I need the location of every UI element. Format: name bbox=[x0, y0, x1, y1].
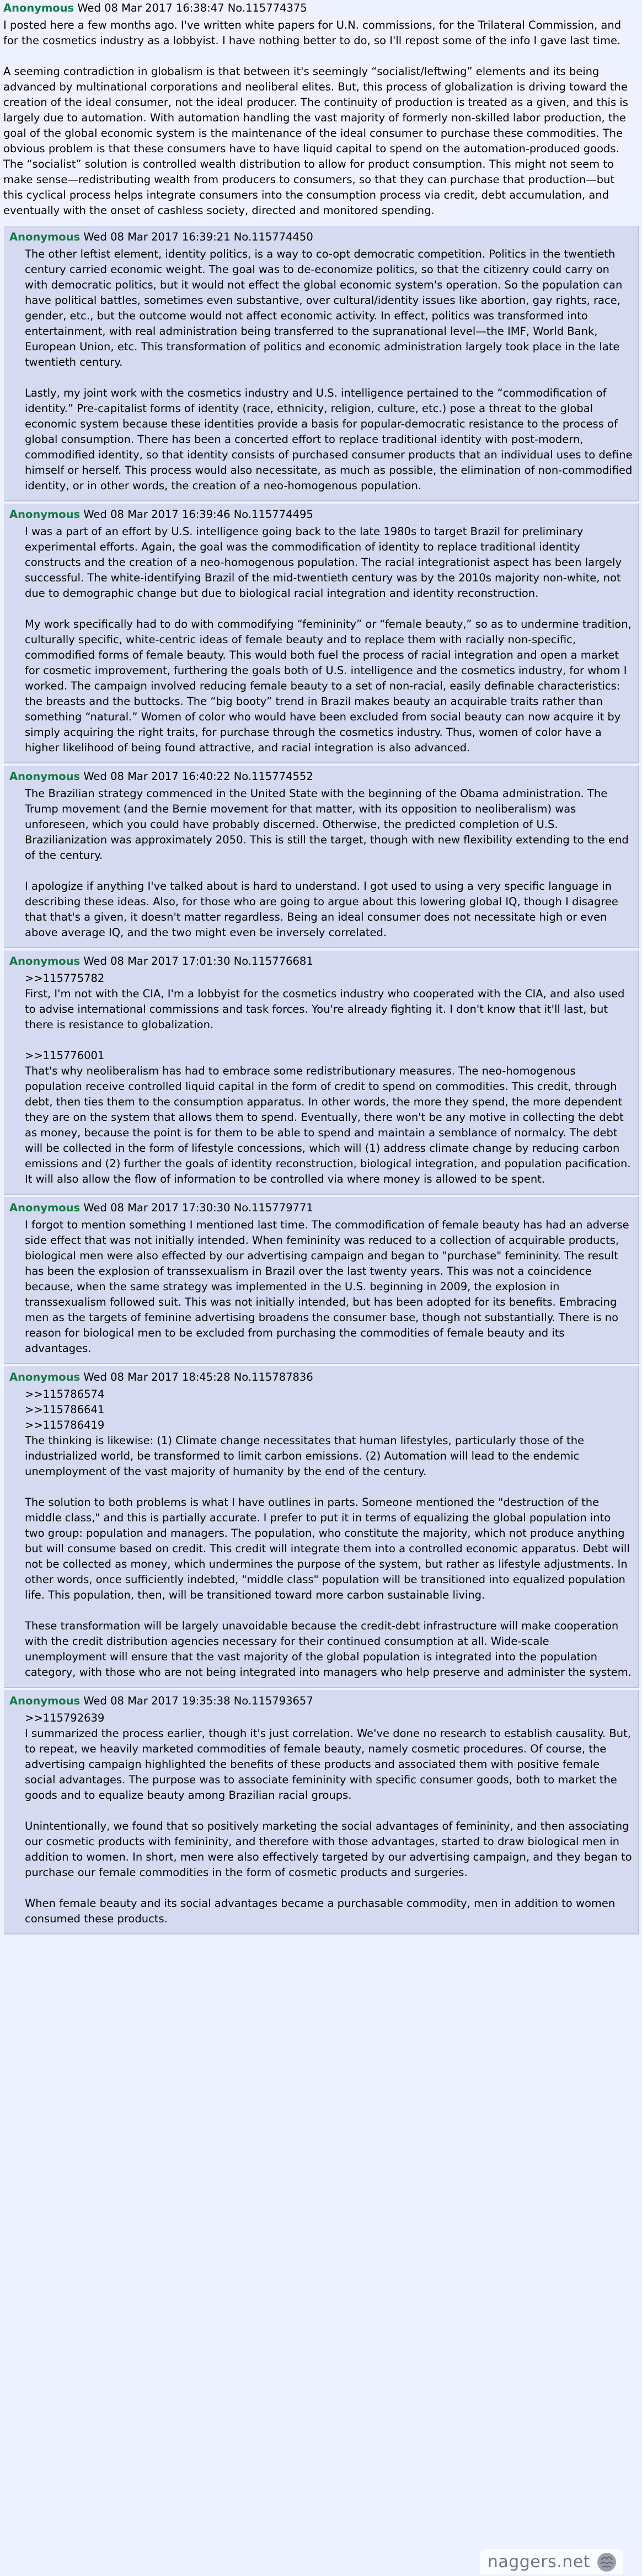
reply-post bbox=[4, 1366, 639, 1688]
replies-list bbox=[0, 226, 642, 1934]
post-paragraph: I summarized the process earlier, though it's just correlation. We've done no research to establish causality. But, to repeat, we heavily marketed commodities of female beauty, namely cosmetic procedures. Of course, the advertising campaign highlighted the benefits of these products and associated them with positive female social advantages. The purpose was to associate femininity with specific consumer goods, both to market the goods and to equalize beauty among Brazilian racial groups. bbox=[25, 1727, 631, 1802]
post-header bbox=[9, 768, 633, 785]
poster-name: Anonymous bbox=[9, 1695, 81, 1707]
post-paragraph: When female beauty and its social advantages became a purchasable commodity, men in addition to women consumed these products. bbox=[25, 1897, 616, 1925]
post-paragraph: I forgot to mention something I mentioned last time. The commodification of female beauty has had an adverse side effect that was not initially intended. When femininity was reduced to a collection of acquirable products, biological men were also effected by our advertising campaign and began to "purchase" femininity. The result has been the explosion of transsexualism in Brazil over the last twenty years. This was not a coincidence because, when the same strategy was implemented in the U.S. beginning in 2009, the explosion in transsexualism followed suit. This was not initially intended, but has been adopted for its benefits. Embracing men as the targets of feminine advertising broadens the consumer base, though not substantially. There is no reason for biological men to be excluded from purchasing the commodities of female beauty and its advantages. bbox=[25, 1218, 629, 1355]
post-meta: Wed 08 Mar 2017 16:38:47 No.115774375 bbox=[77, 2, 307, 14]
post-body bbox=[25, 1711, 633, 1927]
quote-links bbox=[25, 1711, 633, 1726]
post-meta: Wed 08 Mar 2017 17:01:30 No.115776681 bbox=[83, 955, 313, 968]
reply-post bbox=[4, 1690, 639, 1934]
post-body bbox=[25, 247, 633, 494]
poster-name: Anonymous bbox=[3, 2, 74, 14]
quote-link[interactable]: >>115786574 bbox=[25, 1388, 105, 1401]
post-meta: Wed 08 Mar 2017 18:45:28 No.115787836 bbox=[83, 1371, 313, 1383]
poster-name: Anonymous bbox=[9, 955, 81, 968]
post-header bbox=[9, 1200, 633, 1216]
reply-post bbox=[4, 766, 639, 948]
quote-link[interactable]: >>115792639 bbox=[25, 1712, 105, 1724]
post-header bbox=[9, 506, 633, 523]
post-body bbox=[25, 971, 633, 1187]
post-header bbox=[9, 1369, 633, 1386]
reply-post bbox=[4, 226, 639, 501]
post-header bbox=[9, 1693, 633, 1709]
poster-name: Anonymous bbox=[9, 1201, 81, 1214]
post-header bbox=[9, 229, 633, 245]
post-paragraph: The other leftist element, identity politics, is a way to co-opt democratic competition. Politics in the twentieth century carried economic weight. The goal was to de-economize politics, so that the citizenry could carry on with democratic politics, but it would not effect the global economic system's operation. So the population can have political battles, sometimes even substantive, over cultural/identity issues like abortion, gay rights, race, gender, etc., but the outcome would not affect economic activity. In effect, politics was transformed into entertainment, with real administration being transferred to the supranational level—the IMF, World Bank, European Union, etc. This transformation of politics and economic administration largely took place in the late twentieth century. bbox=[25, 248, 623, 368]
post-paragraph: >>115775782 First, I'm not with the CIA, I'm a lobbyist for the cosmetics industry who cooperated with the CIA, and also used to advise international commissions and task forces. You're already fighting it. I don't know that it'll last, but there is resistance to globalization. bbox=[25, 972, 625, 1031]
watermark-text: naggers.net bbox=[487, 2552, 590, 2572]
brain-logo-icon bbox=[596, 2551, 618, 2573]
reply-post bbox=[4, 950, 639, 1195]
post-paragraph: My work specifically had to do with commodifying “femininity” or “female beauty,” so as to undermine tradition, culturally specific, white-centric ideas of female beauty and to replace them with racially non-specific, commodified forms of female beauty. This would both fuel the process of racial integration and open a market for cosmetic improvement, furthering the goals both of U.S. intelligence and the cosmetics industry, for whom I worked. The campaign involved reducing female beauty to a set of non-racial, easily definable characteristics: the breasts and the buttocks. The “big booty” trend in Brazil makes beauty an acquirable traits rather than something “natural.” Women of color who would have been excluded from social beauty can now acquire it by simply acquiring the right traits, for purchase through the cosmetics industry. Thus, women of color have a higher likelihood of being found attractive, and racial integration is also advanced. bbox=[25, 618, 632, 754]
post-body bbox=[3, 18, 635, 218]
post-paragraph: Unintentionally, we found that so positively marketing the social advantages of femininity, and then associating our cosmetic products with femininity, and therefore with those advantages, started to draw biological men in addition to women. In short, men were also effectively targeted by our advertising campaign, and they began to purchase our female commodities in the form of cosmetic products and surgeries. bbox=[25, 1820, 632, 1879]
post-body bbox=[25, 524, 633, 756]
post-body bbox=[25, 1217, 633, 1356]
reply-post bbox=[4, 1197, 639, 1364]
op-post bbox=[0, 0, 642, 226]
post-paragraph: I was a part of an effort by U.S. intelligence going back to the late 1980s to target Brazil for preliminary experimental efforts. Again, the goal was the commodification of identity to replace traditional identity constructs and the creation of a neo-homogenous population. The racial integrationist aspect has been largely successful. The white-identifying Brazil of the mid-twentieth century was by the 2010s majority non-white, not due to demographic change but due to biological racial integration and identity reconstruction. bbox=[25, 525, 622, 600]
poster-name: Anonymous bbox=[9, 1371, 81, 1383]
post-body bbox=[25, 1387, 633, 1680]
post-meta: Wed 08 Mar 2017 16:40:22 No.115774552 bbox=[83, 770, 313, 783]
post-paragraph: A seeming contradiction in globalism is that between it's seemingly “socialist/leftwing” elements and its being advanced by multinational corporations and neoliberal elites. But, this process of globalization is driving toward the creation of the ideal consumer, not the ideal producer. The continuity of production is treated as a given, and this is largely due to automation. With automation handling the vast majority of formerly non-skilled labor production, the goal of the global economic system is the maintenance of the ideal consumer to purchase these commodities. The obvious problem is that these consumers have to have liquid capital to spend on the automation-produced goods. The “socialist” solution is controlled wealth distribution to allow for product consumption. This might not seem to make sense—redistributing wealth from producers to consumers, so that they can purchase that production—but this cyclical process helps integrate consumers into the consumption process via credit, debt accumulation, and eventually with the onset of cashless society, directed and monitored spending. bbox=[3, 65, 628, 217]
post-paragraph: The thinking is likewise: (1) Climate change necessitates that human lifestyles, particularly those of the industrialized world, be transformed to limit carbon emissions. (2) Automation will lead to the endemic unemployment of the vast majority of humanity by the end of the century. bbox=[25, 1434, 585, 1478]
poster-name: Anonymous bbox=[9, 770, 81, 783]
post-paragraph: These transformation will be largely unavoidable because the credit-debt infrastructure will make cooperation with the credit distribution agencies necessary for their continued consumption at all. Wide-scale unemployment will ensure that the vast majority of the global population is integrated into the population category, with those who are not being integrated into managers who help preserve and administer the system. bbox=[25, 1620, 632, 1679]
post-header bbox=[9, 953, 633, 970]
post-meta: Wed 08 Mar 2017 16:39:46 No.115774495 bbox=[83, 508, 313, 521]
quote-link[interactable]: >>115786641 bbox=[25, 1403, 105, 1416]
quote-links bbox=[25, 1387, 633, 1433]
poster-name: Anonymous bbox=[9, 231, 81, 243]
post-paragraph: >>115776001 That's why neoliberalism has had to embrace some redistributionary measures. The neo-homogenous population receive controlled liquid capital in the form of credit to spend on commodities. This credit, through debt, then ties them to the consumption apparatus. In other words, the more they spend, the more dependent they are on the system that allows them to spend. Eventually, there won't be any motive in collecting the debt as money, because the point is for them to be able to spend and maintain a semblance of normalcy. The debt will be collected in the form of lifestyle concessions, which will (1) address climate change by reducing carbon emissions and (2) further the goals of identity reconstruction, biological integration, and population pacification. It will also allow the flow of information to be controlled via where money is allowed to be spent. bbox=[25, 1049, 631, 1185]
reply-post bbox=[4, 504, 639, 763]
post-meta: Wed 08 Mar 2017 16:39:21 No.115774450 bbox=[83, 231, 313, 243]
post-header bbox=[3, 0, 635, 17]
post-body bbox=[25, 786, 633, 940]
poster-name: Anonymous bbox=[9, 508, 81, 521]
post-paragraph: I apologize if anything I've talked about is hard to understand. I got used to using a very specific language in describing these ideas. Also, for those who are going to argue about this lowering global IQ, though I disagree that that's a given, it doesn't matter regardless. Being an ideal consumer does not necessitate high or even above average IQ, and the two might even be inversely correlated. bbox=[25, 880, 618, 939]
post-meta: Wed 08 Mar 2017 17:30:30 No.115779771 bbox=[83, 1201, 313, 1214]
post-paragraph: Lastly, my joint work with the cosmetics industry and U.S. intelligence pertained to the “commodification of identity.” Pre-capitalist forms of identity (race, ethnicity, religion, culture, etc.) pose a threat to the global economic system because these identities provide a basis for popular-democratic resistance to the process of global consumption. There has been a concerted effort to replace traditional identity with post-modern, commodified identity, so that identity consists of purchased consumer products that an individual uses to define himself or herself. This process would also necessitate, as much as possible, the elimination of non-commodified identity, or in other words, the creation of a neo-homogenous population. bbox=[25, 387, 633, 492]
quote-link[interactable]: >>115786419 bbox=[25, 1419, 105, 1431]
post-paragraph: I posted here a few months ago. I've written white papers for U.N. commissions, for the Trilateral Commission, and for the cosmetics industry as a lobbyist. I have nothing better to do, so I'll repost some of the info I gave last time. bbox=[3, 19, 622, 47]
post-paragraph: The Brazilian strategy commenced in the United State with the beginning of the Obama administration. The Trump movement (and the Bernie movement for that matter, with its opposition to neoliberalism) was unforeseen, which you could have probably discerned. Otherwise, the predicted completion of U.S. Brazilianization was approximately 2050. This is still the target, though with new flexibility extending to the end of the century. bbox=[25, 787, 629, 862]
post-meta: Wed 08 Mar 2017 19:35:38 No.115793657 bbox=[83, 1695, 313, 1707]
post-paragraph: The solution to both problems is what I have outlines in parts. Someone mentioned the "destruction of the middle class," and this is partially accurate. I prefer to put it in terms of equalizing the global population into two group: population and managers. The population, who constitute the majority, which not produce anything but will consume based on credit. This credit will integrate them into a controlled economic apparatus. Debt will not be collected as money, which undermines the purpose of the system, but rather as lifestyle adjustments. In other words, once sufficiently indebted, "middle class" population will be transitioned into equalized population life. This population, then, will be transitioned toward more carbon sustainable living. bbox=[25, 1496, 630, 1601]
watermark bbox=[480, 2549, 623, 2574]
